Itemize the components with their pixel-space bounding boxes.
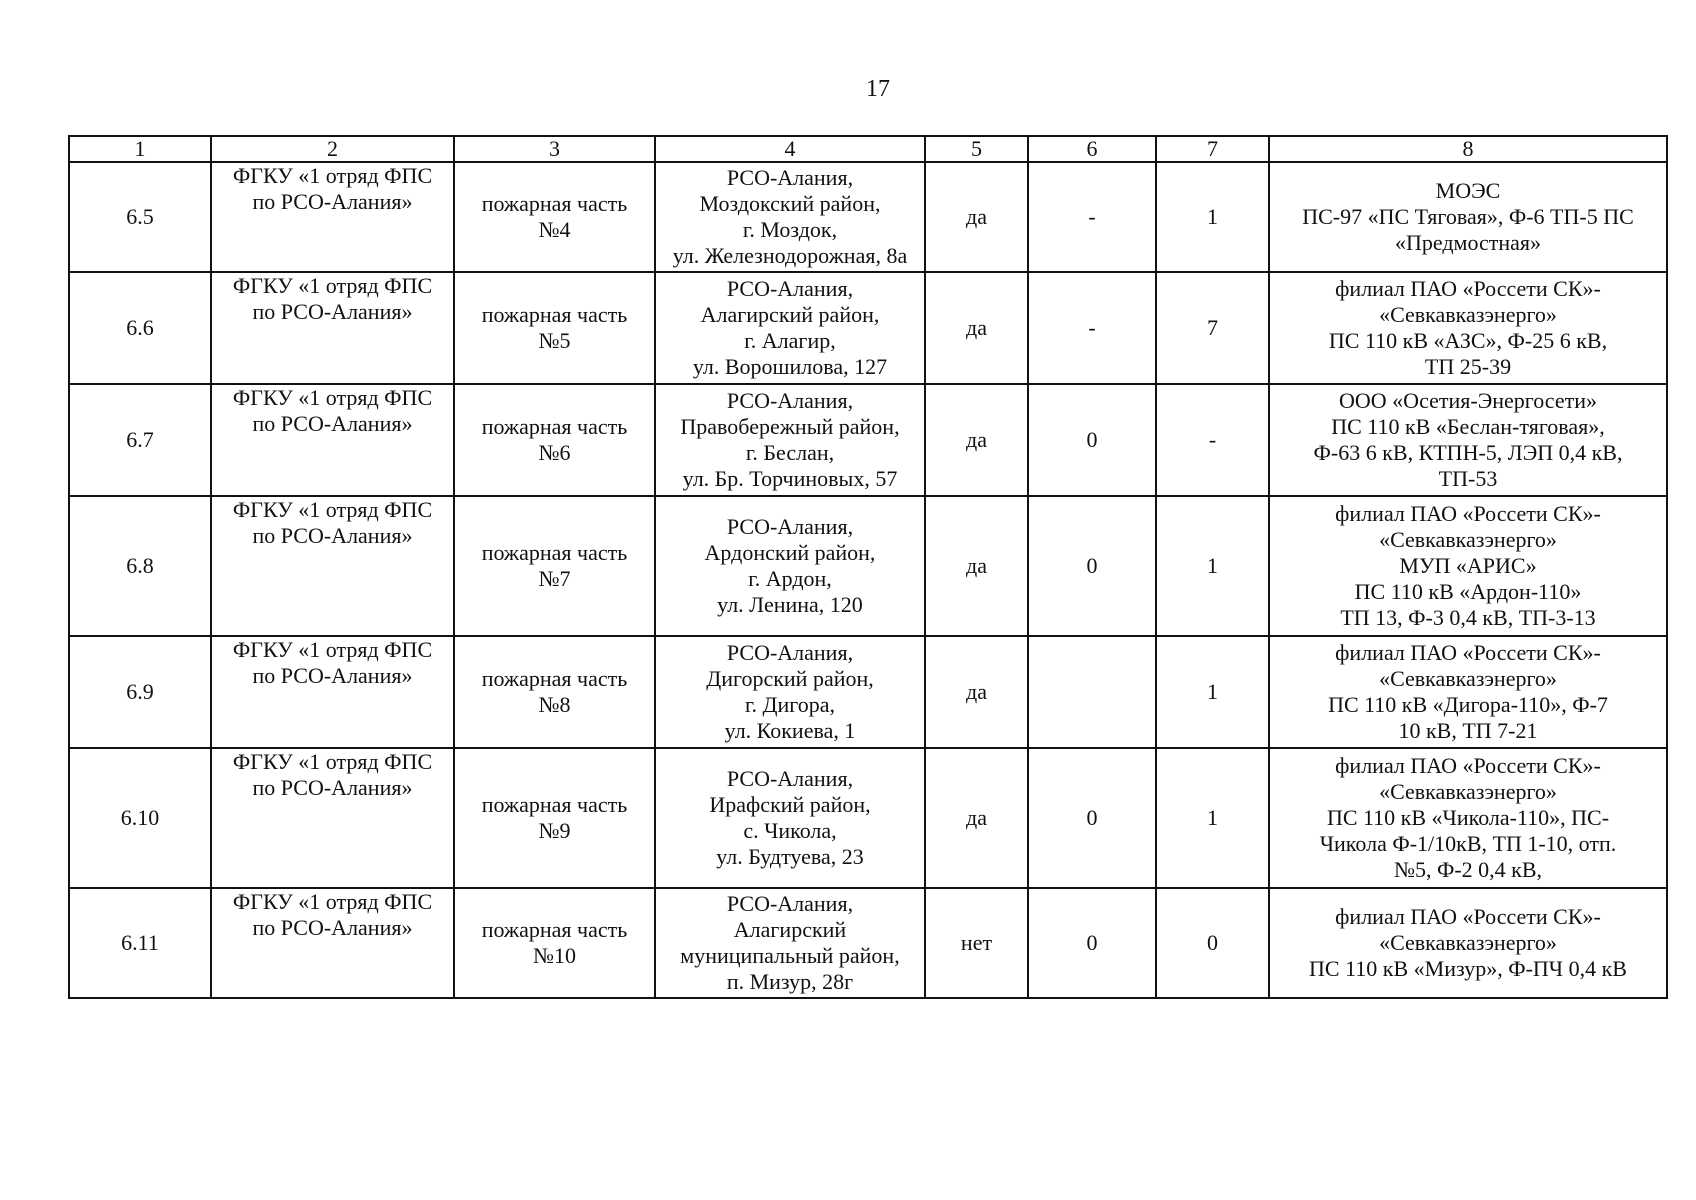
header-cell: 1 (69, 136, 211, 162)
column-6-cell: - (1028, 272, 1156, 384)
cell-line: №6 (538, 440, 571, 465)
cell-line: пожарная часть (481, 414, 628, 439)
cell-line: филиал ПАО «Россети СК»- (1335, 501, 1601, 526)
cell-line: ул. Ворошилова, 127 (692, 354, 888, 379)
cell-line: ул. Бр. Торчиновых, 57 (682, 466, 898, 491)
organization-cell (211, 496, 454, 636)
cell-line: филиал ПАО «Россети СК»- (1335, 276, 1601, 301)
row-number-cell: 6.6 (69, 272, 211, 384)
organization-cell (211, 384, 454, 496)
cell-line: г. Ардон, (748, 566, 832, 591)
cell-line: пожарная часть (481, 666, 628, 691)
cell-line: ФГКУ «1 отряд ФПС (232, 385, 433, 410)
fire-unit-cell (454, 162, 655, 272)
cell-line: муниципальный район, (680, 943, 900, 968)
cell-line: Моздокский район, (699, 191, 881, 216)
power-supply-cell (1269, 384, 1667, 496)
header-cell: 5 (925, 136, 1028, 162)
cell-line: пожарная часть (481, 302, 628, 327)
cell-line: по РСО-Алания» (252, 775, 413, 800)
cell-line: №7 (538, 566, 571, 591)
table-row (69, 162, 1667, 272)
row-number-cell: 6.11 (69, 888, 211, 998)
column-5-cell: да (925, 272, 1028, 384)
cell-line: г. Алагир, (744, 328, 836, 353)
organization-cell (211, 272, 454, 384)
cell-line: Ирафский район, (709, 792, 871, 817)
cell-line: ПС 110 кВ «Чикола-110», ПС- (1326, 805, 1610, 830)
column-7-cell: 1 (1156, 496, 1269, 636)
cell-line: ул. Железнодорожная, 8а (672, 243, 908, 268)
cell-line: Алагирский (733, 917, 847, 942)
table-row (69, 496, 1667, 636)
cell-line: ФГКУ «1 отряд ФПС (232, 749, 433, 774)
cell-line: «Севкавказэнерго» (1379, 779, 1557, 804)
cell-line: по РСО-Алания» (252, 299, 413, 324)
column-6-cell: 0 (1028, 384, 1156, 496)
row-number-cell: 6.10 (69, 748, 211, 888)
column-7-cell: 0 (1156, 888, 1269, 998)
fire-unit-cell (454, 636, 655, 748)
column-7-cell: 1 (1156, 748, 1269, 888)
address-cell (655, 162, 925, 272)
row-number-cell: 6.5 (69, 162, 211, 272)
cell-line: ФГКУ «1 отряд ФПС (232, 163, 433, 188)
cell-line: ТП 13, Ф-3 0,4 кВ, ТП-3-13 (1340, 605, 1596, 630)
cell-line: Ф-63 6 кВ, КТПН-5, ЛЭП 0,4 кВ, (1313, 440, 1623, 465)
header-cell: 7 (1156, 136, 1269, 162)
cell-line: РСО-Алания, (726, 276, 854, 301)
fire-unit-cell (454, 888, 655, 998)
header-cell: 3 (454, 136, 655, 162)
cell-line: Алагирский район, (700, 302, 880, 327)
cell-line: №5, Ф-2 0,4 кВ, (1393, 857, 1543, 882)
power-supply-cell (1269, 162, 1667, 272)
cell-line: ПС 110 кВ «Ардон-110» (1354, 579, 1582, 604)
table-body (69, 136, 1667, 998)
address-cell (655, 272, 925, 384)
cell-line: ФГКУ «1 отряд ФПС (232, 273, 433, 298)
column-5-cell: да (925, 636, 1028, 748)
power-supply-cell (1269, 272, 1667, 384)
cell-line: «Севкавказэнерго» (1379, 527, 1557, 552)
column-5-cell: да (925, 748, 1028, 888)
cell-line: РСО-Алания, (726, 388, 854, 413)
cell-line: ООО «Осетия-Энергосети» (1339, 388, 1597, 413)
header-cell: 8 (1269, 136, 1667, 162)
cell-line: по РСО-Алания» (252, 915, 413, 940)
cell-line: «Предмостная» (1394, 230, 1542, 255)
cell-line: «Севкавказэнерго» (1379, 930, 1557, 955)
cell-line: РСО-Алания, (726, 766, 854, 791)
cell-line: «Севкавказэнерго» (1379, 302, 1557, 327)
cell-line: ФГКУ «1 отряд ФПС (232, 637, 433, 662)
cell-line: ФГКУ «1 отряд ФПС (232, 497, 433, 522)
column-6-cell (1028, 636, 1156, 748)
address-cell (655, 888, 925, 998)
cell-line: ул. Кокиева, 1 (724, 718, 856, 743)
table-header-row (69, 136, 1667, 162)
column-6-cell: 0 (1028, 748, 1156, 888)
cell-line: Ардонский район, (704, 540, 876, 565)
cell-line: РСО-Алания, (726, 640, 854, 665)
cell-line: по РСО-Алания» (252, 663, 413, 688)
cell-line: п. Мизур, 28г (726, 969, 854, 994)
cell-line: Правобережный район, (680, 414, 900, 439)
column-5-cell: нет (925, 888, 1028, 998)
cell-line: Чикола Ф-1/10кВ, ТП 1-10, отп. (1319, 831, 1617, 856)
cell-line: по РСО-Алания» (252, 189, 413, 214)
cell-line: пожарная часть (481, 917, 628, 942)
fire-unit-cell (454, 384, 655, 496)
column-6-cell: - (1028, 162, 1156, 272)
header-cell: 6 (1028, 136, 1156, 162)
cell-line: ПС 110 кВ «Беслан-тяговая», (1331, 414, 1605, 439)
organization-cell (211, 636, 454, 748)
cell-line: №5 (538, 328, 571, 353)
cell-line: №10 (533, 943, 576, 968)
page-number: 17 (866, 76, 890, 102)
cell-line: ТП 25-39 (1424, 354, 1512, 379)
cell-line: №4 (538, 217, 571, 242)
cell-line: ПС 110 кВ «Мизур», Ф-ПЧ 0,4 кВ (1309, 956, 1627, 981)
power-supply-cell (1269, 888, 1667, 998)
power-supply-cell (1269, 748, 1667, 888)
facilities-table (68, 135, 1668, 999)
column-6-cell: 0 (1028, 888, 1156, 998)
cell-line: ул. Ленина, 120 (717, 592, 863, 617)
address-cell (655, 748, 925, 888)
cell-line: г. Дигора, (744, 692, 836, 717)
row-number-cell: 6.8 (69, 496, 211, 636)
cell-line: РСО-Алания, (726, 165, 854, 190)
row-number-cell: 6.7 (69, 384, 211, 496)
cell-line: филиал ПАО «Россети СК»- (1335, 753, 1601, 778)
table-row (69, 888, 1667, 998)
organization-cell (211, 162, 454, 272)
power-supply-cell (1269, 496, 1667, 636)
cell-line: МУП «АРИС» (1399, 553, 1537, 578)
column-5-cell: да (925, 162, 1028, 272)
fire-unit-cell (454, 272, 655, 384)
cell-line: ТП-53 (1438, 466, 1498, 491)
cell-line: по РСО-Алания» (252, 411, 413, 436)
cell-line: РСО-Алания, (726, 891, 854, 916)
row-number-cell: 6.9 (69, 636, 211, 748)
column-7-cell: 1 (1156, 162, 1269, 272)
cell-line: ПС-97 «ПС Тяговая», Ф-6 ТП-5 ПС (1302, 204, 1634, 229)
cell-line: ПС 110 кВ «АЗС», Ф-25 6 кВ, (1328, 328, 1608, 353)
organization-cell (211, 748, 454, 888)
table-row (69, 272, 1667, 384)
cell-line: по РСО-Алания» (252, 523, 413, 548)
table-row (69, 384, 1667, 496)
cell-line: пожарная часть (481, 540, 628, 565)
cell-line: ПС 110 кВ «Дигора-110», Ф-7 (1328, 692, 1608, 717)
cell-line: с. Чикола, (743, 818, 837, 843)
fire-unit-cell (454, 496, 655, 636)
column-7-cell: 1 (1156, 636, 1269, 748)
organization-cell (211, 888, 454, 998)
column-7-cell: - (1156, 384, 1269, 496)
cell-line: 10 кВ, ТП 7-21 (1398, 718, 1538, 743)
power-supply-cell (1269, 636, 1667, 748)
table-row (69, 748, 1667, 888)
cell-line: филиал ПАО «Россети СК»- (1335, 904, 1601, 929)
cell-line: ФГКУ «1 отряд ФПС (232, 889, 433, 914)
address-cell (655, 496, 925, 636)
cell-line: «Севкавказэнерго» (1379, 666, 1557, 691)
cell-line: пожарная часть (481, 191, 628, 216)
cell-line: Дигорский район, (706, 666, 874, 691)
cell-line: филиал ПАО «Россети СК»- (1335, 640, 1601, 665)
cell-line: №8 (538, 692, 571, 717)
column-5-cell: да (925, 496, 1028, 636)
cell-line: РСО-Алания, (726, 514, 854, 539)
cell-line: №9 (538, 818, 571, 843)
column-7-cell: 7 (1156, 272, 1269, 384)
cell-line: г. Моздок, (742, 217, 838, 242)
table-row (69, 636, 1667, 748)
address-cell (655, 636, 925, 748)
column-5-cell: да (925, 384, 1028, 496)
cell-line: МОЭС (1435, 178, 1501, 203)
address-cell (655, 384, 925, 496)
header-cell: 2 (211, 136, 454, 162)
fire-unit-cell (454, 748, 655, 888)
cell-line: г. Беслан, (745, 440, 835, 465)
cell-line: ул. Будтуева, 23 (716, 844, 864, 869)
cell-line: пожарная часть (481, 792, 628, 817)
column-6-cell: 0 (1028, 496, 1156, 636)
header-cell: 4 (655, 136, 925, 162)
